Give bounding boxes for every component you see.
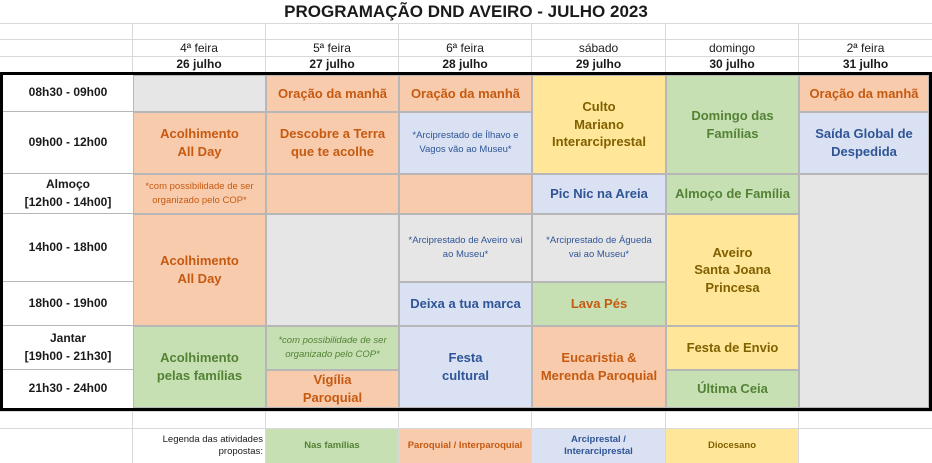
day-header-wed: 4ª feira [180, 41, 218, 55]
date-header-mon: 31 julho [842, 57, 889, 71]
time-slot-1800: 18h00 - 19h00 [3, 282, 133, 326]
legend-familias: Nas famílias [266, 429, 398, 463]
event-acolhimento-familias: Acolhimento pelas famílias [133, 326, 266, 408]
note-museu-agueda: *Arciprestado de Águeda vai ao Museu* [532, 214, 666, 282]
event-oracao-manha: Oração da manhã [266, 75, 399, 112]
time-slot-dinner: Jantar [19h00 - 21h30] [3, 326, 133, 370]
legend-paroquial: Paroquial / Interparoquial [399, 429, 531, 463]
event-pic-nic-areia: Pic Nic na Areia [532, 174, 666, 214]
date-header-thu: 27 julho [309, 57, 355, 71]
event-vigilia-paroquial: Vigília Paroquial [266, 370, 399, 408]
empty-cell [799, 174, 929, 408]
day-header-mon: 2ª feira [846, 41, 885, 55]
event-acolhimento-all-day-afternoon: Acolhimento All Day [133, 214, 266, 326]
event-festa-envio: Festa de Envio [666, 326, 799, 370]
empty-cell [399, 174, 532, 214]
legend-arciprestal: Arciprestal / Interarciprestal [532, 429, 665, 463]
date-header-wed: 26 julho [176, 57, 222, 71]
event-culto-mariano: Culto Mariano Interarciprestal [532, 75, 666, 174]
empty-cell [266, 174, 399, 214]
day-header-sat: sábado [578, 41, 619, 55]
empty-cell [133, 75, 266, 112]
page-title: PROGRAMAÇÃO DND AVEIRO - JULHO 2023 [284, 2, 648, 21]
event-domingo-familias: Domingo das Famílias [666, 75, 799, 174]
grid-line [798, 411, 799, 463]
day-header-sun: domingo [708, 41, 756, 55]
event-festa-cultural: Festa cultural [399, 326, 532, 408]
note-dinner-cop: *com possibilidade de ser organizado pelo COP* [266, 326, 399, 370]
event-descobre-terra: Descobre a Terra que te acolhe [266, 112, 399, 174]
grid-line [0, 23, 932, 24]
event-aveiro-santa-joana: Aveiro Santa Joana Princesa [666, 214, 799, 326]
event-acolhimento-all-day: Acolhimento All Day [133, 112, 266, 174]
legend-label: Legenda das atividades propostas: [162, 433, 263, 457]
event-deixa-marca: Deixa a tua marca [399, 282, 532, 326]
day-header-fri: 6ª feira [446, 41, 484, 55]
event-lava-pes: Lava Pés [532, 282, 666, 326]
time-slot-2130: 21h30 - 24h00 [28, 381, 108, 396]
date-header-fri: 28 julho [442, 57, 488, 71]
date-header-sat: 29 julho [575, 57, 622, 71]
event-almoco-familia: Almoço de Família [666, 174, 799, 214]
event-saida-global: Saída Global de Despedida [799, 112, 929, 174]
note-museu-aveiro: *Arciprestado de Aveiro vai ao Museu* [399, 214, 532, 282]
event-eucaristia-merenda: Eucaristia & Merenda Paroquial [532, 326, 666, 408]
event-oracao-manha: Oração da manhã [799, 75, 929, 112]
time-slot-0900: 09h00 - 12h00 [3, 112, 133, 174]
grid-line [0, 411, 932, 412]
note-lunch-cop: *com possibilidade de ser organizado pelo COP* [133, 174, 266, 214]
legend-diocesano: Diocesano [666, 429, 798, 463]
time-slot-lunch: Almoço [12h00 - 14h00] [3, 174, 133, 214]
time-slot-0830: 08h30 - 09h00 [3, 75, 133, 112]
date-header-sun: 30 julho [709, 57, 755, 71]
empty-cell [266, 214, 399, 326]
event-oracao-manha: Oração da manhã [399, 75, 532, 112]
time-slot-1400: 14h00 - 18h00 [3, 214, 133, 282]
note-museu-ilhavo-vagos: *Arciprestado de Ílhavo e Vagos vão ao Museu* [399, 112, 532, 174]
event-ultima-ceia: Última Ceia [666, 370, 799, 408]
day-header-thu: 5ª feira [313, 41, 351, 55]
